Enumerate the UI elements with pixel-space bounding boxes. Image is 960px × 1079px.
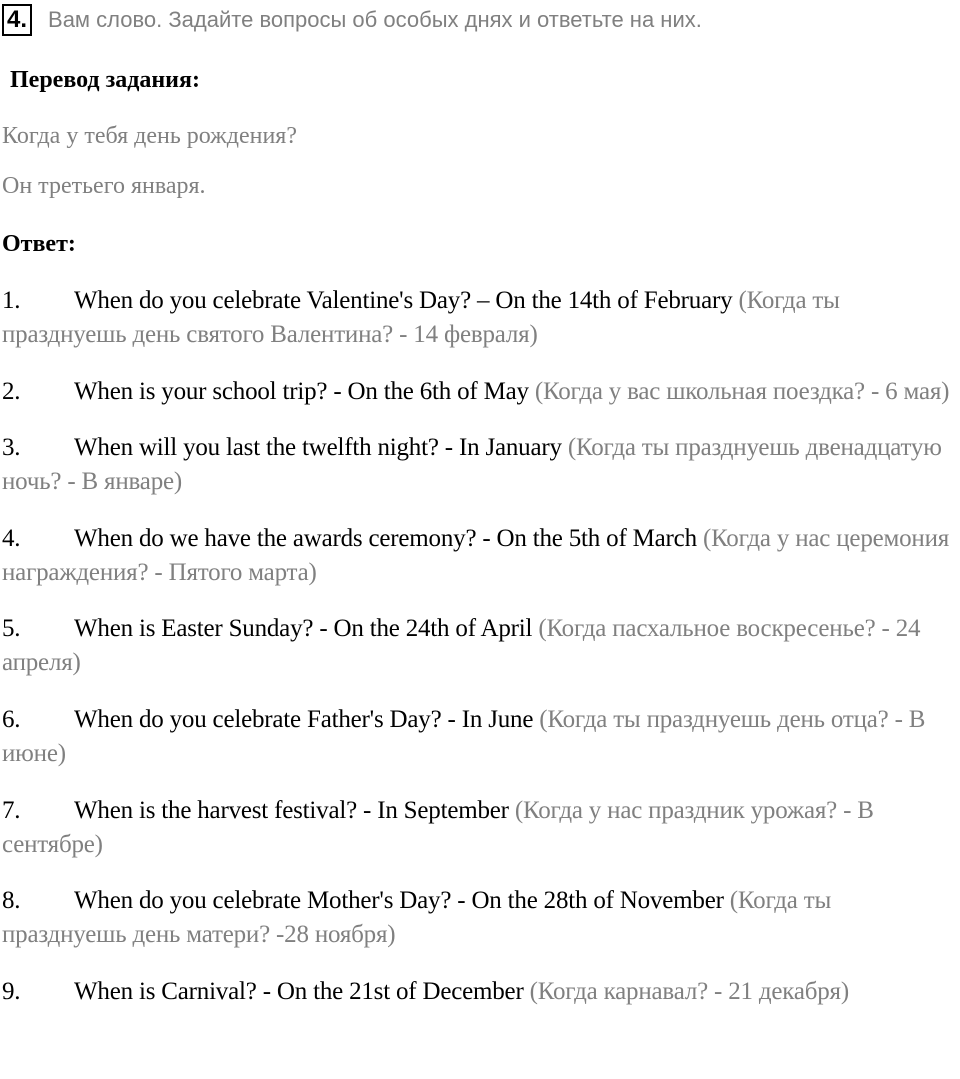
answer-item-english: When is Carnival? - On the 21st of December <box>74 977 524 1005</box>
answer-item <box>2 794 958 862</box>
answer-item-english: When do you celebrate Father's Day? - In June <box>74 705 534 733</box>
answer-item-russian: (Когда у вас школьная поездка? - 6 мая) <box>534 377 950 405</box>
answer-item-english: When do you celebrate Valentine's Day? – On the 14th of February <box>74 287 733 314</box>
answer-item-english: When is the harvest festival? - In September <box>74 796 509 824</box>
answer-item-english: When is your school trip? - On the 6th of May <box>74 377 529 405</box>
answer-item <box>2 284 958 352</box>
answer-item <box>2 884 958 952</box>
answer-item <box>2 522 958 590</box>
answer-list <box>2 284 958 1031</box>
answer-item-russian: (Когда ты празднуешь двенадцатую ночь? - В январе) <box>2 434 942 496</box>
translation-line-question: Когда у тебя день рождения? <box>2 123 297 149</box>
answer-item-russian: (Когда пасхальное воскресенье? - 24 апреля) <box>2 615 921 677</box>
answer-item-russian: (Когда ты празднуешь день святого Валентина? - 14 февраля) <box>2 287 840 348</box>
answer-item-russian: (Когда карнавал? - 21 декабря) <box>529 977 849 1005</box>
answer-item <box>2 703 958 771</box>
answer-item <box>2 975 958 1009</box>
answer-item-english: When is Easter Sunday? - On the 24th of April <box>74 615 533 643</box>
answer-item-number: 1. <box>2 287 21 314</box>
answer-item-english: When do you celebrate Mother's Day? - On the 28th of November <box>74 887 724 915</box>
answer-item-russian: (Когда у нас церемония награждения? - Пятого марта) <box>2 524 950 586</box>
translation-section-title: Перевод задания: <box>10 67 200 93</box>
answer-item <box>2 375 958 409</box>
answer-item-english: When do we have the awards ceremony? - On the 5th of March <box>74 524 697 552</box>
answer-item-number: 6. <box>2 705 21 733</box>
answer-item-number: 7. <box>2 796 21 824</box>
task-number-badge: 4. <box>2 4 32 36</box>
answer-item-number: 4. <box>2 524 21 552</box>
answer-item-number: 8. <box>2 887 21 915</box>
answer-item-russian: (Когда ты празднуешь день отца? - В июне) <box>2 705 926 767</box>
task-instruction: Вам слово. Задайте вопросы об особых днях и ответьте на них. <box>48 7 702 32</box>
answer-item-russian: (Когда ты празднуешь день матери? -28 ноября) <box>2 887 832 949</box>
translation-line-answer: Он третьего января. <box>2 173 206 199</box>
answer-item-number: 3. <box>2 434 21 462</box>
answer-item-number: 5. <box>2 615 21 643</box>
answer-item <box>2 431 958 499</box>
answer-item-number: 9. <box>2 977 21 1005</box>
answer-section-title: Ответ: <box>2 231 76 257</box>
answer-item-russian: (Когда у нас праздник урожая? - В сентябре) <box>2 796 874 858</box>
answer-item-english: When will you last the twelfth night? - In January <box>74 434 562 462</box>
answer-item-number: 2. <box>2 377 21 405</box>
task-header <box>2 3 702 37</box>
answer-item <box>2 612 958 680</box>
